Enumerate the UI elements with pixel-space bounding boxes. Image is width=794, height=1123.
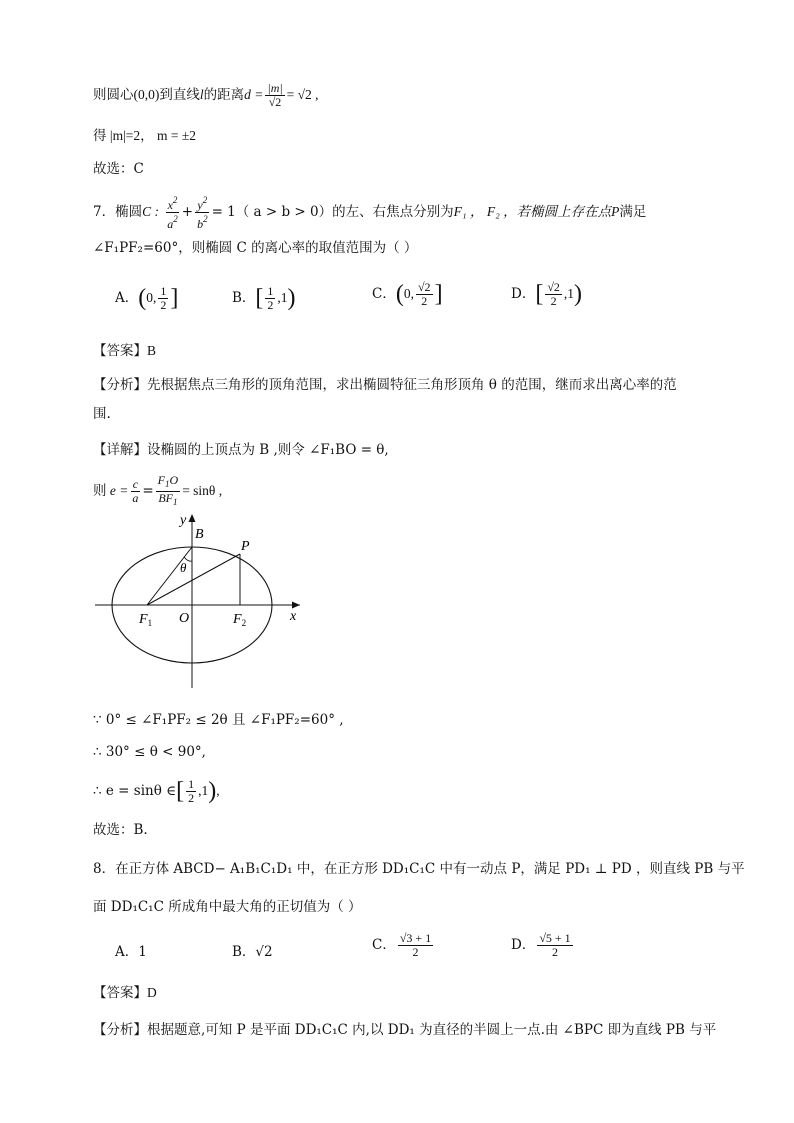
q8-answer: 【答案】D: [93, 985, 157, 1001]
theta-label: θ: [180, 560, 187, 575]
q7-step1: ∵ 0° ≤ ∠F₁PF₂ ≤ 2θ 且 ∠F₁PF₂=60° ,: [93, 712, 344, 728]
choose-c-line: 故选：C: [93, 161, 144, 177]
q7-choose-b: 故选：B.: [93, 822, 148, 838]
q7-detail-line1: 【详解】设椭圆的上顶点为 B ,则令 ∠F₁BO = θ,: [93, 442, 389, 458]
origin-label: O: [179, 611, 190, 626]
q7-analysis-line1: 【分析】先根据焦点三角形的顶角范围，求出椭圆特征三角形顶角 θ 的范围，继而求出离心率的范: [93, 377, 677, 393]
analysis-tag: 【分析】: [93, 377, 147, 393]
q7-step2: ∴ 30° ≤ θ < 90°,: [93, 744, 206, 760]
y-axis-label: y: [180, 513, 187, 528]
q7-detail-line2: 则 e = $\frac{c}{a}$ = $\frac{F_1O}{BF_1}$ = sinθ ,: [93, 473, 223, 507]
point-p-label: P: [241, 539, 250, 554]
q7-analysis-line2: 围.: [93, 406, 111, 422]
q7-stem-line1: 7．椭圆C : $\frac{x^2}{a^2}$ + $\frac{y^2}{b^2}$ = 1（ a > b > 0）的左、右焦点分别为F₁ ， F₂ ，若椭圆上存在点P满足: [93, 195, 647, 231]
q8-option-b: B．√2: [232, 944, 273, 960]
q7-option-b: B．[ $\frac{1}{2}$ ,1): [232, 284, 296, 312]
q7-option-c: C．(0, $\frac{√2}{2}$ ]: [372, 280, 443, 308]
q8-analysis: 【分析】根据题意,可知 P 是平面 DD₁C₁C 内,以 DD₁ 为直径的半圆上一点.由 ∠BPC 即为直线 PB 与平: [93, 1022, 717, 1038]
q7-stem-line2: ∠F₁PF₂=60°，则椭圆 C 的离心率的取值范围为（ ）: [93, 240, 418, 256]
q8-option-d: D． $\frac{√5 + 1}{2}$: [511, 931, 571, 959]
q7-option-d: D．[ $\frac{√2}{2}$ ,1): [511, 280, 583, 308]
answer-tag: 【答案】: [93, 343, 147, 359]
q8-stem-line1: 8．在正方体 ABCD− A₁B₁C₁D₁ 中，在正方形 DD₁C₁C 中有一动点 P，满足 PD₁ ⊥ PD ，则直线 PB 与平: [93, 861, 745, 877]
focus-f2-label: $F_2$: [233, 612, 247, 628]
distance-line: 则圆心(0,0)到直线l的距离d = $\frac{|m|}{√2}$ = √2 ,: [93, 81, 319, 109]
point-b-label: B: [195, 527, 204, 542]
ellipse-figure: [92, 510, 312, 690]
detail-tag: 【详解】: [93, 442, 147, 458]
q8-stem-line2: 面 DD₁C₁C 所成角中最大角的正切值为（ ）: [93, 899, 362, 915]
x-axis-label: x: [290, 609, 297, 624]
q7-answer: 【答案】B: [93, 343, 157, 359]
q8-option-a: A．1: [115, 944, 147, 960]
focus-f1-label: $F_1$: [139, 612, 153, 628]
q7-step3: ∴ e = sinθ ∈[ $\frac{1}{2}$ ,1),: [93, 777, 220, 805]
q8-option-c: C． $\frac{√3 + 1}{2}$: [372, 931, 432, 959]
result-line: 得 |m|=2， m = ±2: [93, 128, 197, 143]
q7-option-a: A．(0, $\frac{1}{2}$ ]: [115, 284, 179, 312]
